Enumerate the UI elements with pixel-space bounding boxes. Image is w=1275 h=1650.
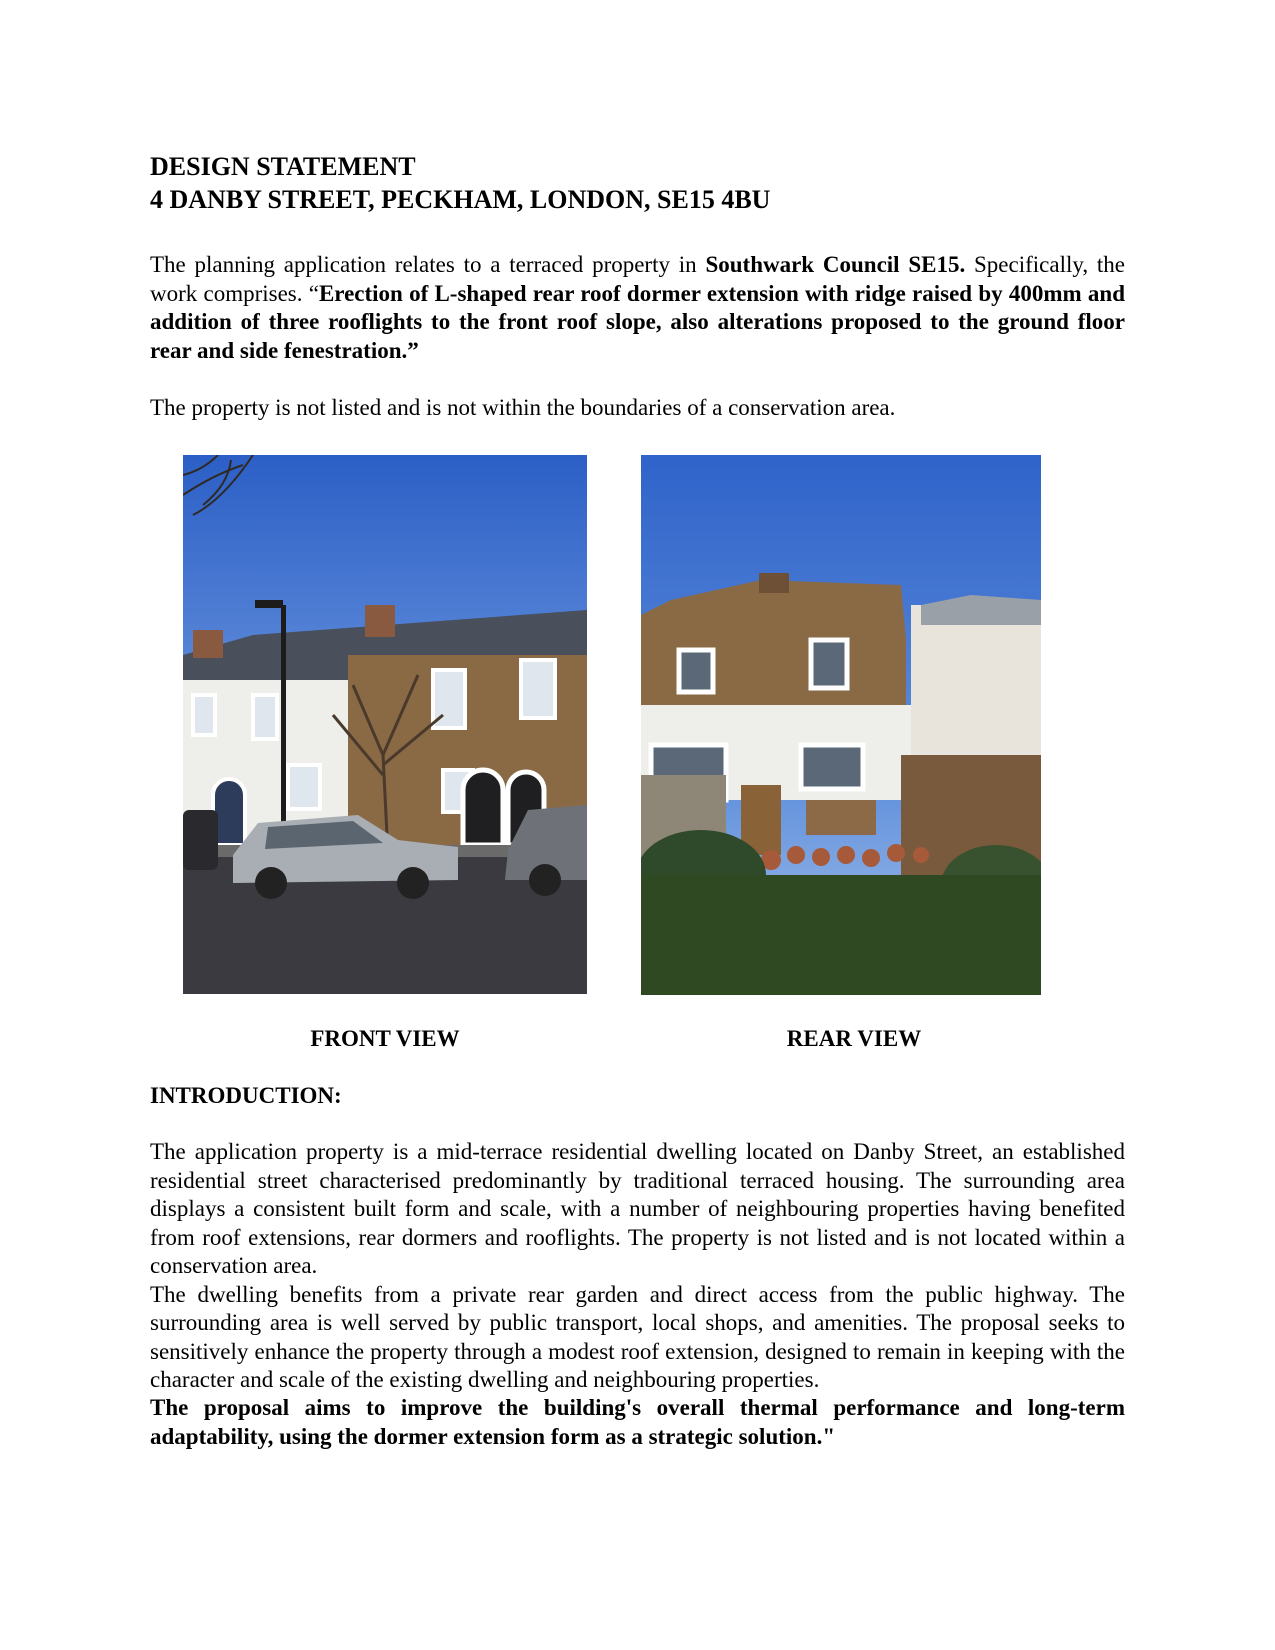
front-view-caption: FRONT VIEW [310,1026,460,1051]
chimney-centre [365,605,395,637]
dark-car [183,810,218,870]
listing-status-note: The property is not listed and is not within the boundaries of a conservation area. [150,395,896,420]
title-line-2: 4 DANBY STREET, PECKHAM, LONDON, SE15 4BU [150,185,771,214]
summary-intro-text: The planning application relates to a terraced property in [150,252,706,277]
council-name: Southwark Council SE15. [705,252,966,277]
introduction-paragraph-2: The dwelling benefits from a private rear garden and direct access from the public highway. The surrounding area is well served by public transport, local shops, and amenities. The proposal seeks to sensitively enhance the property through a modest roof extension, designed to remain in keeping with the character and scale of the existing dwelling and neighbouring properties. [150,1281,1125,1392]
proposal-conclusion: The proposal aims to improve the building's overall thermal performance and long-term adaptability, using the dormer extension form as a strategic solution." [150,1395,1125,1449]
rear-view-photo [641,455,1041,995]
neighbour-building [911,605,1041,760]
introduction-heading: INTRODUCTION: [150,1083,342,1108]
summary-middle-text: Specifically, the work comprises. “ [150,252,1125,306]
chimney [759,573,789,593]
works-description: Erection of L-shaped rear roof dormer extension with ridge raised by 400mm and addition of three rooflights to the front roof slope, also alterations proposed to the ground floor rear and side fenestration.” [150,280,1125,363]
street-lamp [281,605,286,855]
introduction-body [150,1138,1125,1395]
summary-paragraph [150,251,1125,365]
title-line-1: DESIGN STATEMENT [150,152,416,181]
page-title [150,150,770,216]
front-view-photo [183,455,587,994]
garden-bench [806,800,876,835]
chimney-left [193,630,223,658]
lawn [641,875,1041,995]
rear-view-caption: REAR VIEW [786,1026,922,1051]
introduction-paragraph-1: The application property is a mid-terrace residential dwelling located on Danby Street, an established residential street characterised predominantly by traditional terraced housing. The surrounding area displays a consistent built form and scale, with a number of neighbouring properties having benefited from roof extensions, rear dormers and rooflights. The property is not listed and is not located within a conservation area. [150,1139,1125,1278]
